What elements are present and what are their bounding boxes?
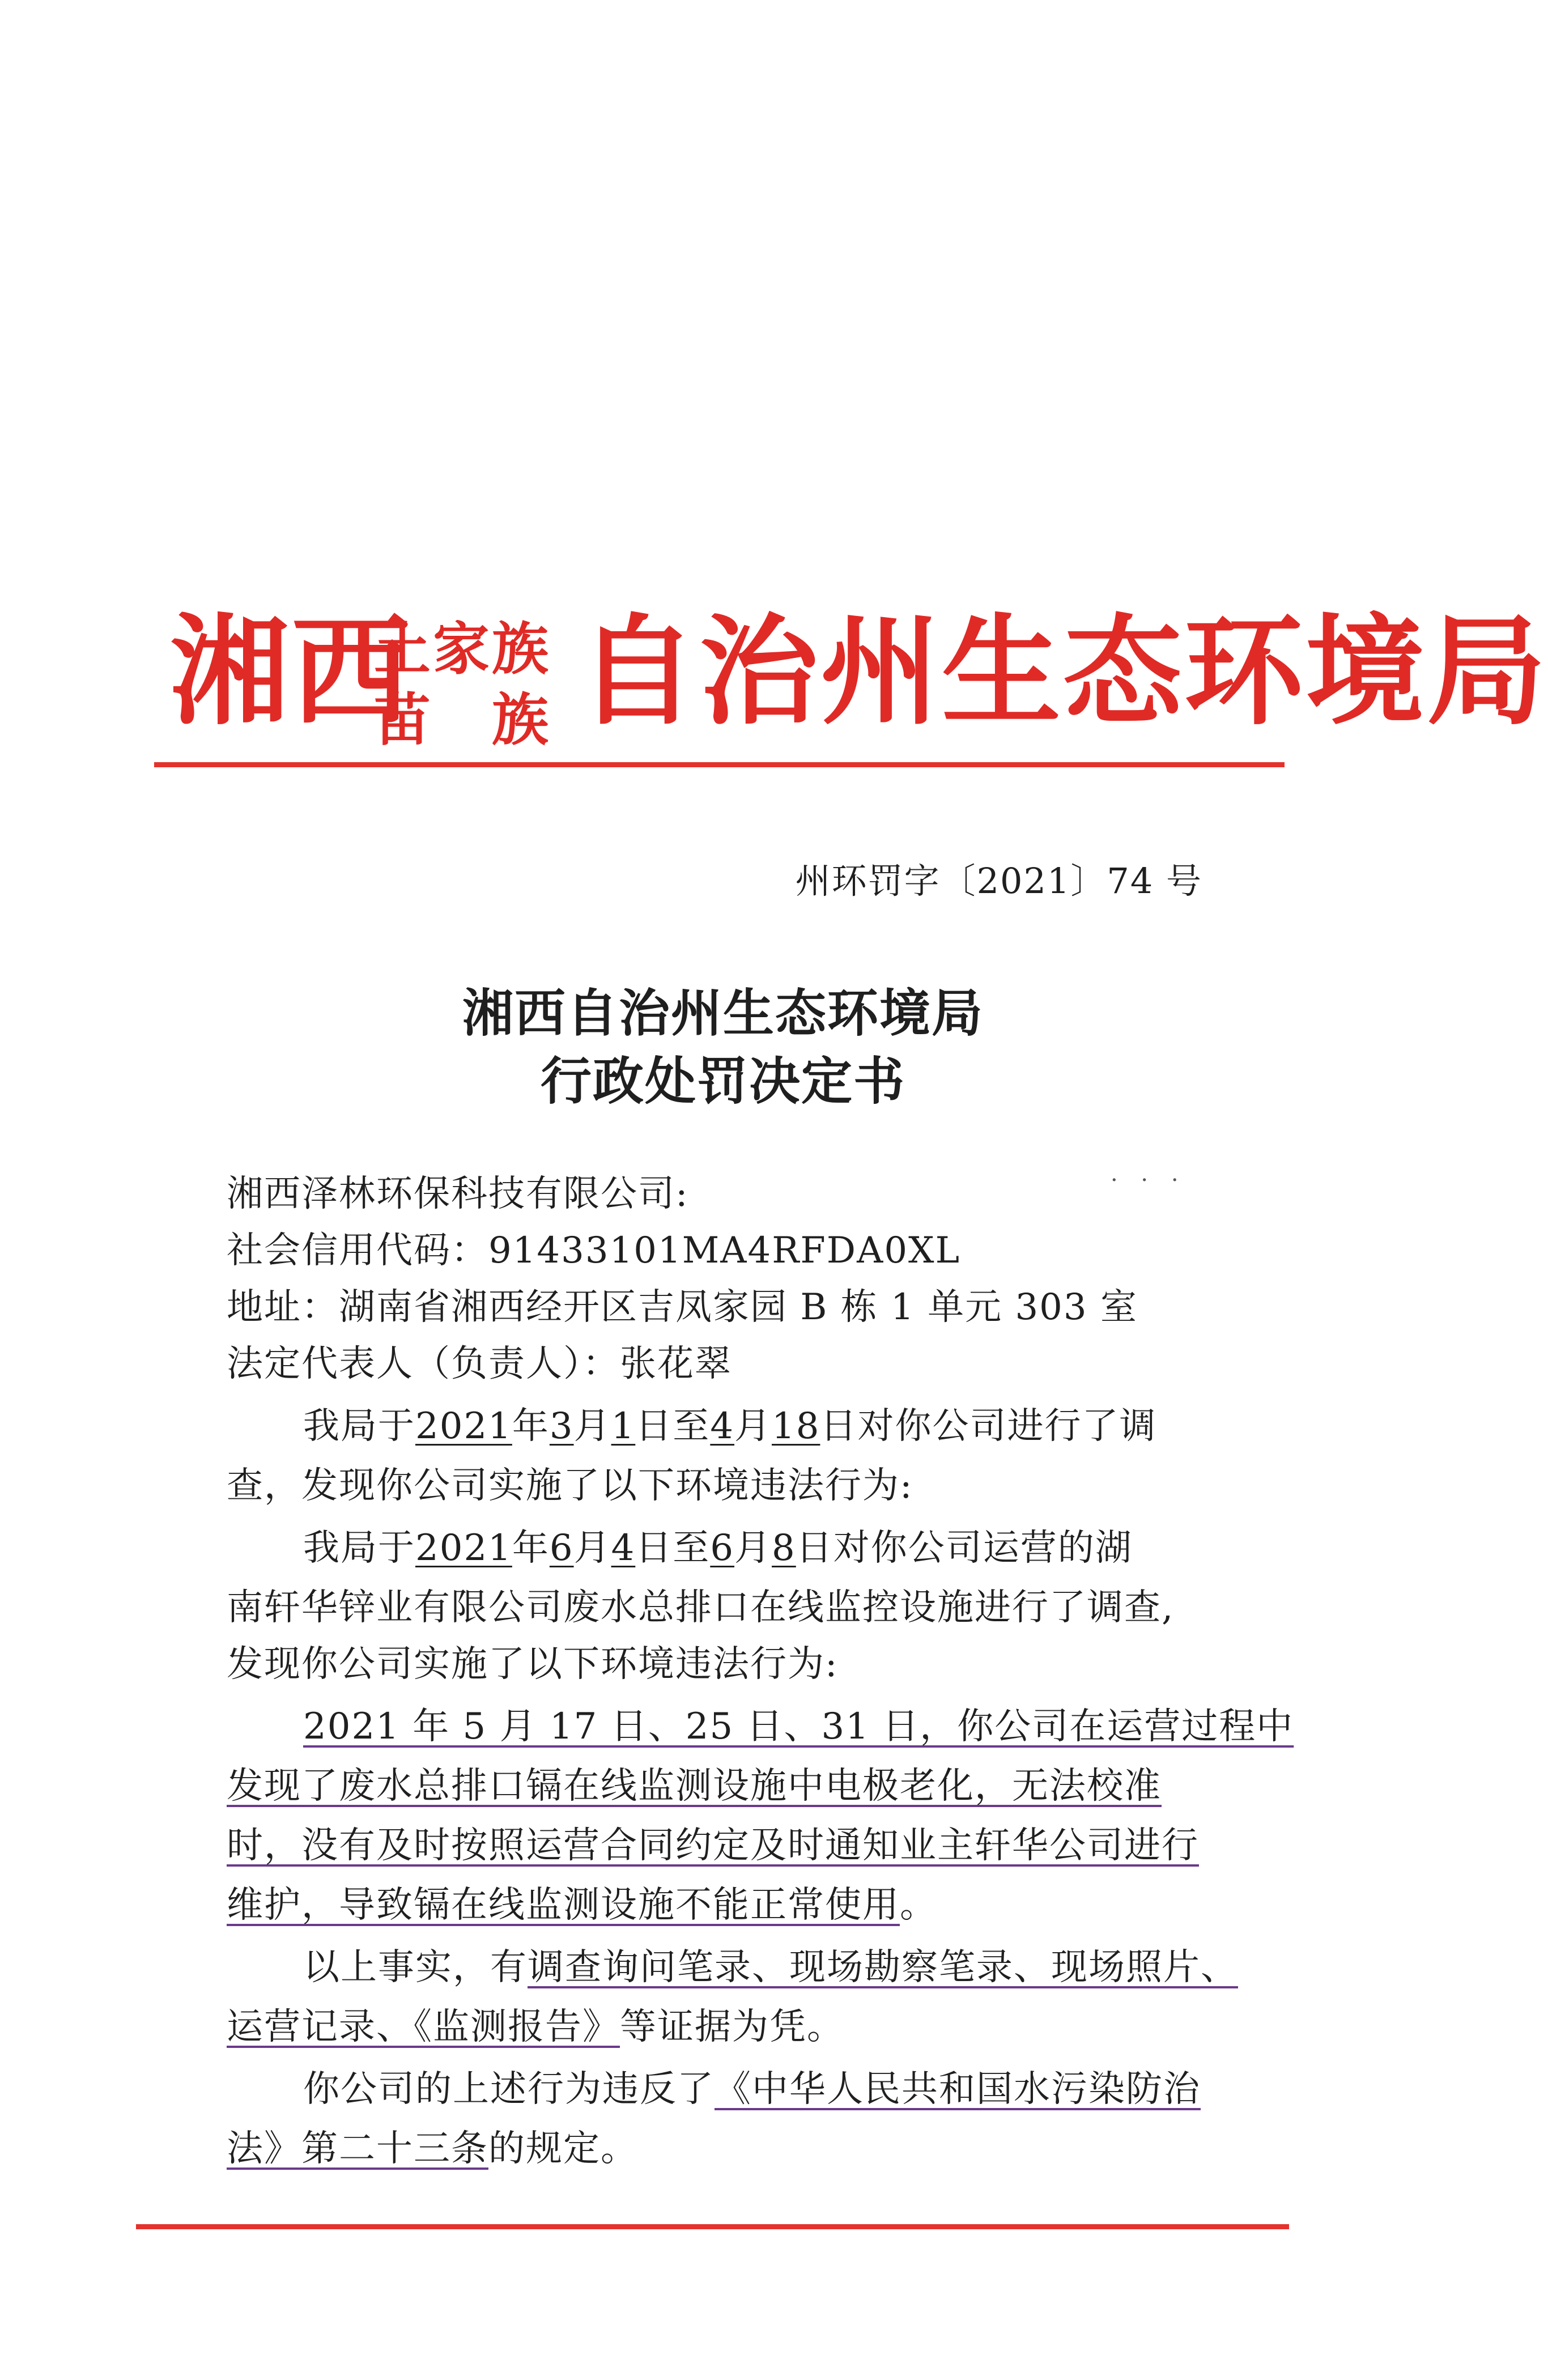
paragraph-1-line-2: 查，发现你公司实施了以下环境违法行为: bbox=[227, 1465, 913, 1507]
letterhead-miao: 苗 族 bbox=[374, 686, 551, 753]
p2-month2: 6 bbox=[710, 1527, 735, 1569]
document-number: 州环罚字〔2021〕74 号 bbox=[795, 860, 1202, 902]
p1-month1: 3 bbox=[549, 1405, 574, 1447]
letterhead-xiangxi: 湘西 bbox=[170, 601, 413, 741]
paragraph-5-line-1: 你公司的上述行为违反了《中华人民共和国水污染防治 bbox=[303, 2068, 1201, 2110]
addressee: 湘西泽林环保科技有限公司: bbox=[227, 1173, 689, 1215]
p2-month1: 6 bbox=[549, 1527, 574, 1569]
p1-year: 2021 bbox=[415, 1405, 512, 1447]
paragraph-2-line-1: 我局于2021年6月4日至6月8日对你公司运营的湖 bbox=[303, 1527, 1133, 1569]
letterhead-agency: 自治州生态环境局 bbox=[578, 601, 1548, 741]
law-reference: 《中华人民共和国水污染防治 bbox=[715, 2068, 1201, 2110]
letterhead bbox=[170, 589, 1548, 759]
paragraph-5-line-2: 法》第二十三条的规定。 bbox=[227, 2128, 638, 2170]
paragraph-3-line-4: 维护，导致镉在线监测设施不能正常使用。 bbox=[227, 1884, 937, 1926]
paragraph-4-line-1: 以上事实，有调查询问笔录、现场勘察笔录、现场照片、 bbox=[303, 1946, 1238, 1988]
paragraph-2-line-3: 发现你公司实施了以下环境违法行为: bbox=[227, 1643, 839, 1685]
p1-day2: 18 bbox=[772, 1405, 820, 1447]
scan-specks: · · · bbox=[1111, 1167, 1186, 1193]
letterhead-tujia: 土家族 bbox=[374, 615, 551, 682]
document-title-line1: 湘西自治州生态环境局 bbox=[462, 983, 984, 1043]
letterhead-red-rule bbox=[154, 762, 1285, 767]
paragraph-3-line-2: 发现了废水总排口镉在线监测设施中电极老化，无法校准 bbox=[227, 1765, 1162, 1807]
p1-day1: 1 bbox=[611, 1405, 636, 1447]
paragraph-2-line-2: 南轩华锌业有限公司废水总排口在线监控设施进行了调查, bbox=[227, 1587, 1175, 1629]
p2-day2: 8 bbox=[772, 1527, 796, 1569]
legal-representative: 法定代表人（负责人）：张花翠 bbox=[227, 1343, 732, 1385]
paragraph-3-line-3: 时，没有及时按照运营合同约定及时通知业主轩华公司进行 bbox=[227, 1825, 1199, 1867]
paragraph-1-line-1: 我局于2021年3月1日至4月18日对你公司进行了调 bbox=[303, 1405, 1157, 1447]
evidence-list: 调查询问笔录、现场勘察笔录、现场照片、 bbox=[528, 1946, 1238, 1988]
address: 地址：湖南省湘西经开区吉凤家园 B 栋 1 单元 303 室 bbox=[227, 1286, 1138, 1328]
document-title-line2: 行政处罚决定书 bbox=[541, 1051, 905, 1111]
p2-day1: 4 bbox=[611, 1527, 636, 1569]
p1-month2: 4 bbox=[710, 1405, 735, 1447]
p2-year: 2021 bbox=[415, 1527, 512, 1569]
paragraph-4-line-2: 运营记录、《监测报告》等证据为凭。 bbox=[227, 2006, 844, 2048]
footer-red-rule bbox=[136, 2224, 1289, 2229]
paragraph-3-line-1: 2021 年 5 月 17 日、25 日、31 日，你公司在运营过程中 bbox=[303, 1706, 1294, 1748]
credit-code: 社会信用代码：91433101MA4RFDA0XL bbox=[227, 1230, 961, 1272]
